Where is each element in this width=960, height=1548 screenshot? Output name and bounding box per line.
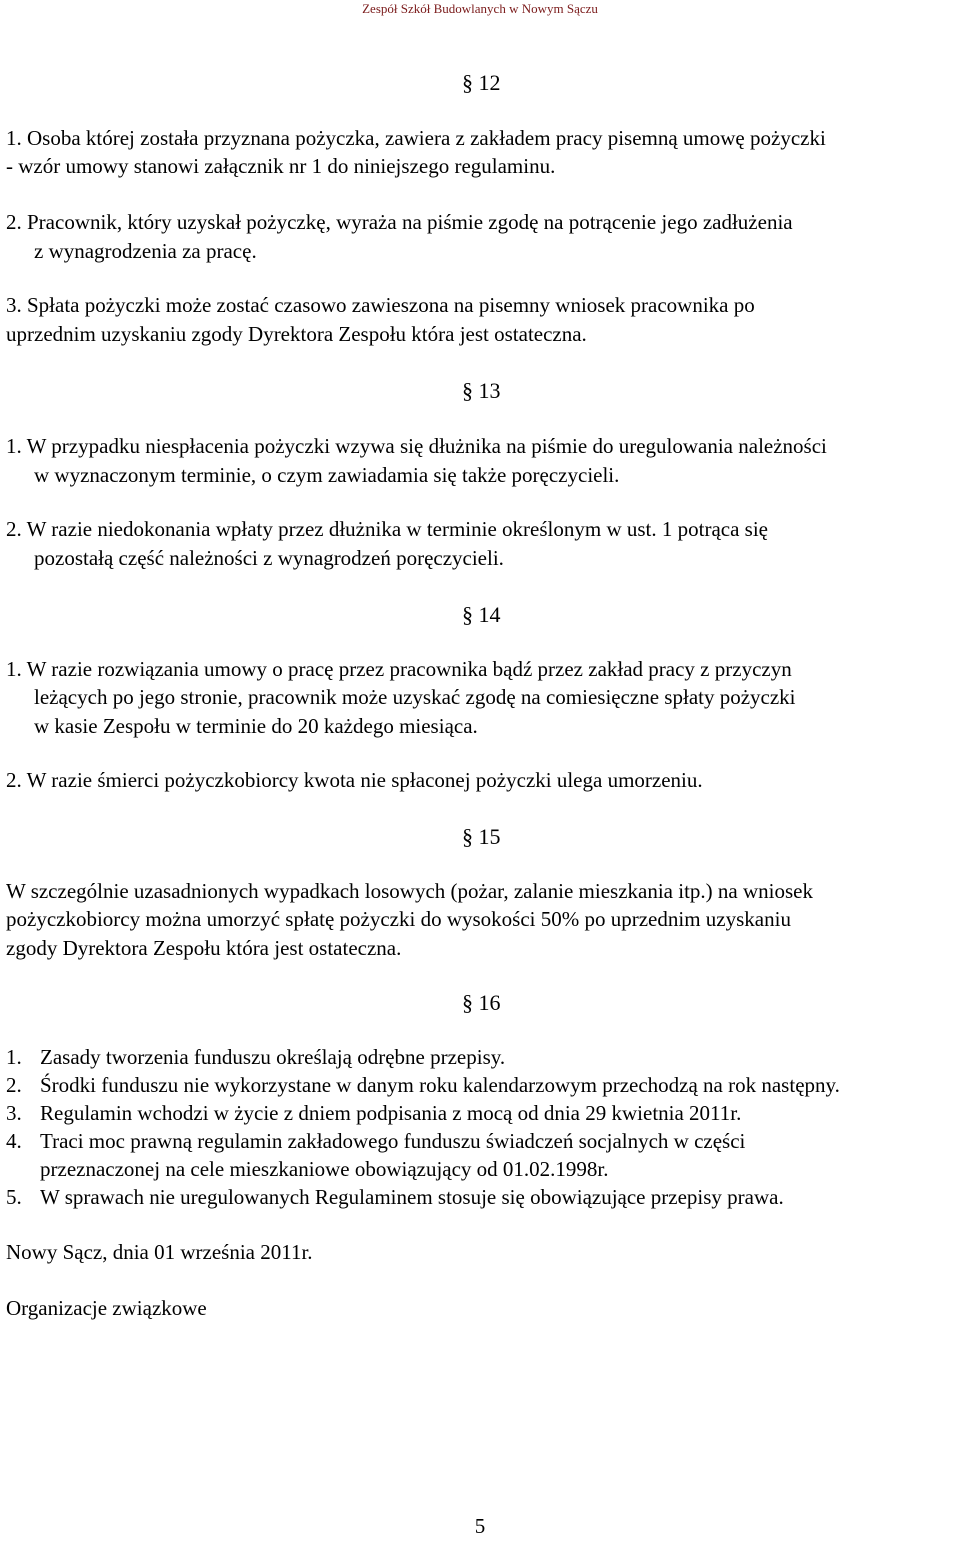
- s13-p1-line1: 1. W przypadku niespłacenia pożyczki wzywa się dłużnika na piśmie do uregulowania należności: [6, 434, 827, 458]
- list-item-number: 5.: [6, 1185, 22, 1209]
- s12-p1-line2: - wzór umowy stanowi załącznik nr 1 do niniejszego regulaminu.: [6, 154, 556, 178]
- list-item-number: 4.: [6, 1129, 22, 1153]
- list-item-number: 2.: [6, 1073, 22, 1097]
- section-16-heading: § 16: [462, 990, 501, 1015]
- list-item: [0, 1043, 960, 1072]
- list-item-text: Traci moc prawną regulamin zakładowego funduszu świadczeń socjalnych w części: [40, 1129, 746, 1153]
- s14-p2-line1: 2. W razie śmierci pożyczkobiorcy kwota nie spłaconej pożyczki ulega umorzeniu.: [6, 768, 703, 792]
- s13-p2-line2: pozostałą część należności z wynagrodzeń poręczycieli.: [34, 546, 504, 570]
- list-item-number: 1.: [6, 1045, 22, 1069]
- s15-p-line3: zgody Dyrektora Zespołu która jest ostateczna.: [6, 936, 402, 960]
- list-item-text: Zasady tworzenia funduszu określają odrębne przepisy.: [40, 1045, 506, 1069]
- list-item: [0, 1183, 960, 1212]
- s15-p-line2: pożyczkobiorcy można umorzyć spłatę pożyczki do wysokości 50% po uprzednim uzyskaniu: [6, 907, 791, 931]
- list-item-text: Środki funduszu nie wykorzystane w danym roku kalendarzowym przechodzą na rok następny.: [40, 1073, 840, 1097]
- document-header: Zespół Szkół Budowlanych w Nowym Sączu: [362, 1, 598, 16]
- s12-p2-line2: z wynagrodzenia za pracę.: [34, 239, 257, 263]
- s12-p3-line2: uprzednim uzyskaniu zgody Dyrektora Zespołu która jest ostateczna.: [6, 322, 587, 346]
- place-and-date: Nowy Sącz, dnia 01 września 2011r.: [6, 1240, 313, 1264]
- section-15-heading: § 15: [462, 824, 501, 849]
- signature-label: Organizacje związkowe: [6, 1296, 207, 1320]
- s12-p2-line1: 2. Pracownik, który uzyskał pożyczkę, wyraża na piśmie zgodę na potrącenie jego zadłużenia: [6, 210, 793, 234]
- s13-p1-line2: w wyznaczonym terminie, o czym zawiadamia się także poręczycieli.: [34, 463, 620, 487]
- list-item-text: W sprawach nie uregulowanych Regulaminem stosuje się obowiązujące przepisy prawa.: [40, 1185, 784, 1209]
- s12-p1-line1: 1. Osoba której została przyznana pożyczka, zawiera z zakładem pracy pisemną umowę pożyczki: [6, 126, 826, 150]
- list-item-text: Regulamin wchodzi w życie z dniem podpisania z mocą od dnia 29 kwietnia 2011r.: [40, 1101, 742, 1125]
- section-13-heading: § 13: [462, 378, 501, 403]
- s12-p3-line1: 3. Spłata pożyczki może zostać czasowo zawieszona na pisemny wniosek pracownika po: [6, 293, 755, 317]
- list-item: [0, 1127, 960, 1185]
- s14-p1-line2: leżących po jego stronie, pracownik może uzyskać zgodę na comiesięczne spłaty pożyczki: [34, 685, 796, 709]
- page-number: 5: [474, 1514, 486, 1538]
- list-item-number: 3.: [6, 1101, 22, 1125]
- s15-p-line1: W szczególnie uzasadnionych wypadkach losowych (pożar, zalanie mieszkania itp.) na wniosek: [6, 879, 813, 903]
- section-14-heading: § 14: [462, 602, 501, 627]
- s14-p1-line1: 1. W razie rozwiązania umowy o pracę przez pracownika bądź przez zakład pracy z przyczyn: [6, 657, 792, 681]
- list-item-text-cont: przeznaczonej na cele mieszkaniowe obowiązujący od 01.02.1998r.: [40, 1157, 609, 1181]
- list-item: [0, 1071, 960, 1100]
- list-item: [0, 1099, 960, 1128]
- s14-p1-line3: w kasie Zespołu w terminie do 20 każdego miesiąca.: [34, 714, 478, 738]
- section-12-heading: § 12: [462, 70, 501, 95]
- s13-p2-line1: 2. W razie niedokonania wpłaty przez dłużnika w terminie określonym w ust. 1 potrąca się: [6, 517, 768, 541]
